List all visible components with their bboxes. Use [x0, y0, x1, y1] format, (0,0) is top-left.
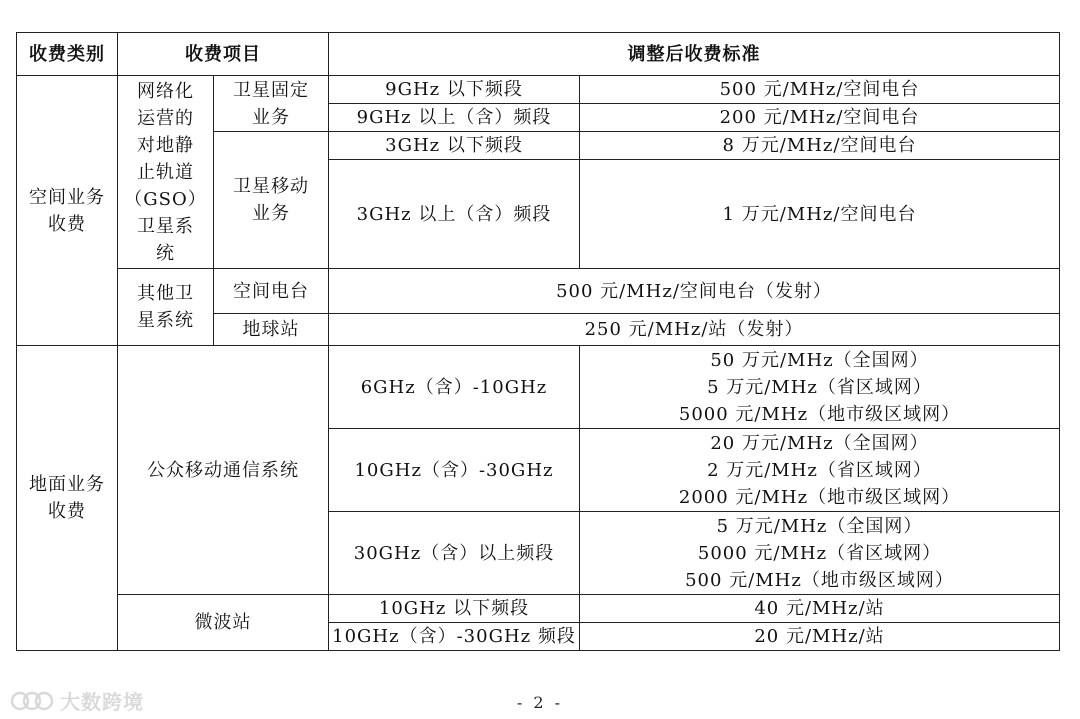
public-mobile-system-cell: 公众移动通信系统: [118, 346, 329, 595]
ground-category-cell: 地面业务 收费: [17, 346, 118, 651]
band-cell: 10GHz 以下频段: [329, 595, 580, 623]
fee-cell: 40 元/MHz/站: [580, 595, 1060, 623]
band-cell: 10GHz（含）-30GHz 频段: [329, 623, 580, 651]
fee-cell: 200 元/MHz/空间电台: [580, 104, 1060, 132]
fee-cell: 500 元/MHz/空间电台: [580, 76, 1060, 104]
header-item: 收费项目: [118, 33, 329, 76]
band-cell: 30GHz（含）以上频段: [329, 512, 580, 595]
fee-cell: 250 元/MHz/站（发射）: [329, 314, 1060, 346]
satellite-mobile-service-cell: 卫星移动 业务: [214, 132, 329, 269]
page-number: - 2 -: [516, 693, 564, 712]
band-cell: 3GHz 以下频段: [329, 132, 580, 160]
band-cell: 6GHz（含）-10GHz: [329, 346, 580, 429]
table-header-row: [17, 33, 1060, 76]
space-category-cell: 空间业务 收费: [17, 76, 118, 346]
fee-cell: 1 万元/MHz/空间电台: [580, 160, 1060, 269]
station-type-cell: 地球站: [214, 314, 329, 346]
fee-standard-table: [16, 32, 1060, 651]
other-satellite-systems-cell: 其他卫 星系统: [118, 269, 214, 346]
watermark-text: 大数跨境: [60, 690, 144, 714]
table-row: [17, 269, 1060, 314]
microwave-station-cell: 微波站: [118, 595, 329, 651]
satellite-fixed-service-cell: 卫星固定 业务: [214, 76, 329, 132]
header-category: 收费类别: [17, 33, 118, 76]
fee-cell: 20 元/MHz/站: [580, 623, 1060, 651]
table-row: [17, 595, 1060, 623]
fee-cell: 50 万元/MHz（全国网） 5 万元/MHz（省区域网） 5000 元/MHz（地市级区域网）: [580, 346, 1060, 429]
band-cell: 10GHz（含）-30GHz: [329, 429, 580, 512]
header-standard: 调整后收费标准: [329, 33, 1060, 76]
table-row: [17, 76, 1060, 104]
band-cell: 9GHz 以上（含）频段: [329, 104, 580, 132]
fee-cell: 500 元/MHz/空间电台（发射）: [329, 269, 1060, 314]
table-row: [17, 346, 1060, 429]
fee-cell: 5 万元/MHz（全国网） 5000 元/MHz（省区域网） 500 元/MHz（地市级区域网）: [580, 512, 1060, 595]
fee-cell: 20 万元/MHz（全国网） 2 万元/MHz（省区域网） 2000 元/MHz（地市级区域网）: [580, 429, 1060, 512]
band-cell: 9GHz 以下频段: [329, 76, 580, 104]
gso-system-cell: 网络化 运营的 对地静 止轨道 （GSO） 卫星系 统: [118, 76, 214, 269]
band-cell: 3GHz 以上（含）频段: [329, 160, 580, 269]
station-type-cell: 空间电台: [214, 269, 329, 314]
fee-cell: 8 万元/MHz/空间电台: [580, 132, 1060, 160]
